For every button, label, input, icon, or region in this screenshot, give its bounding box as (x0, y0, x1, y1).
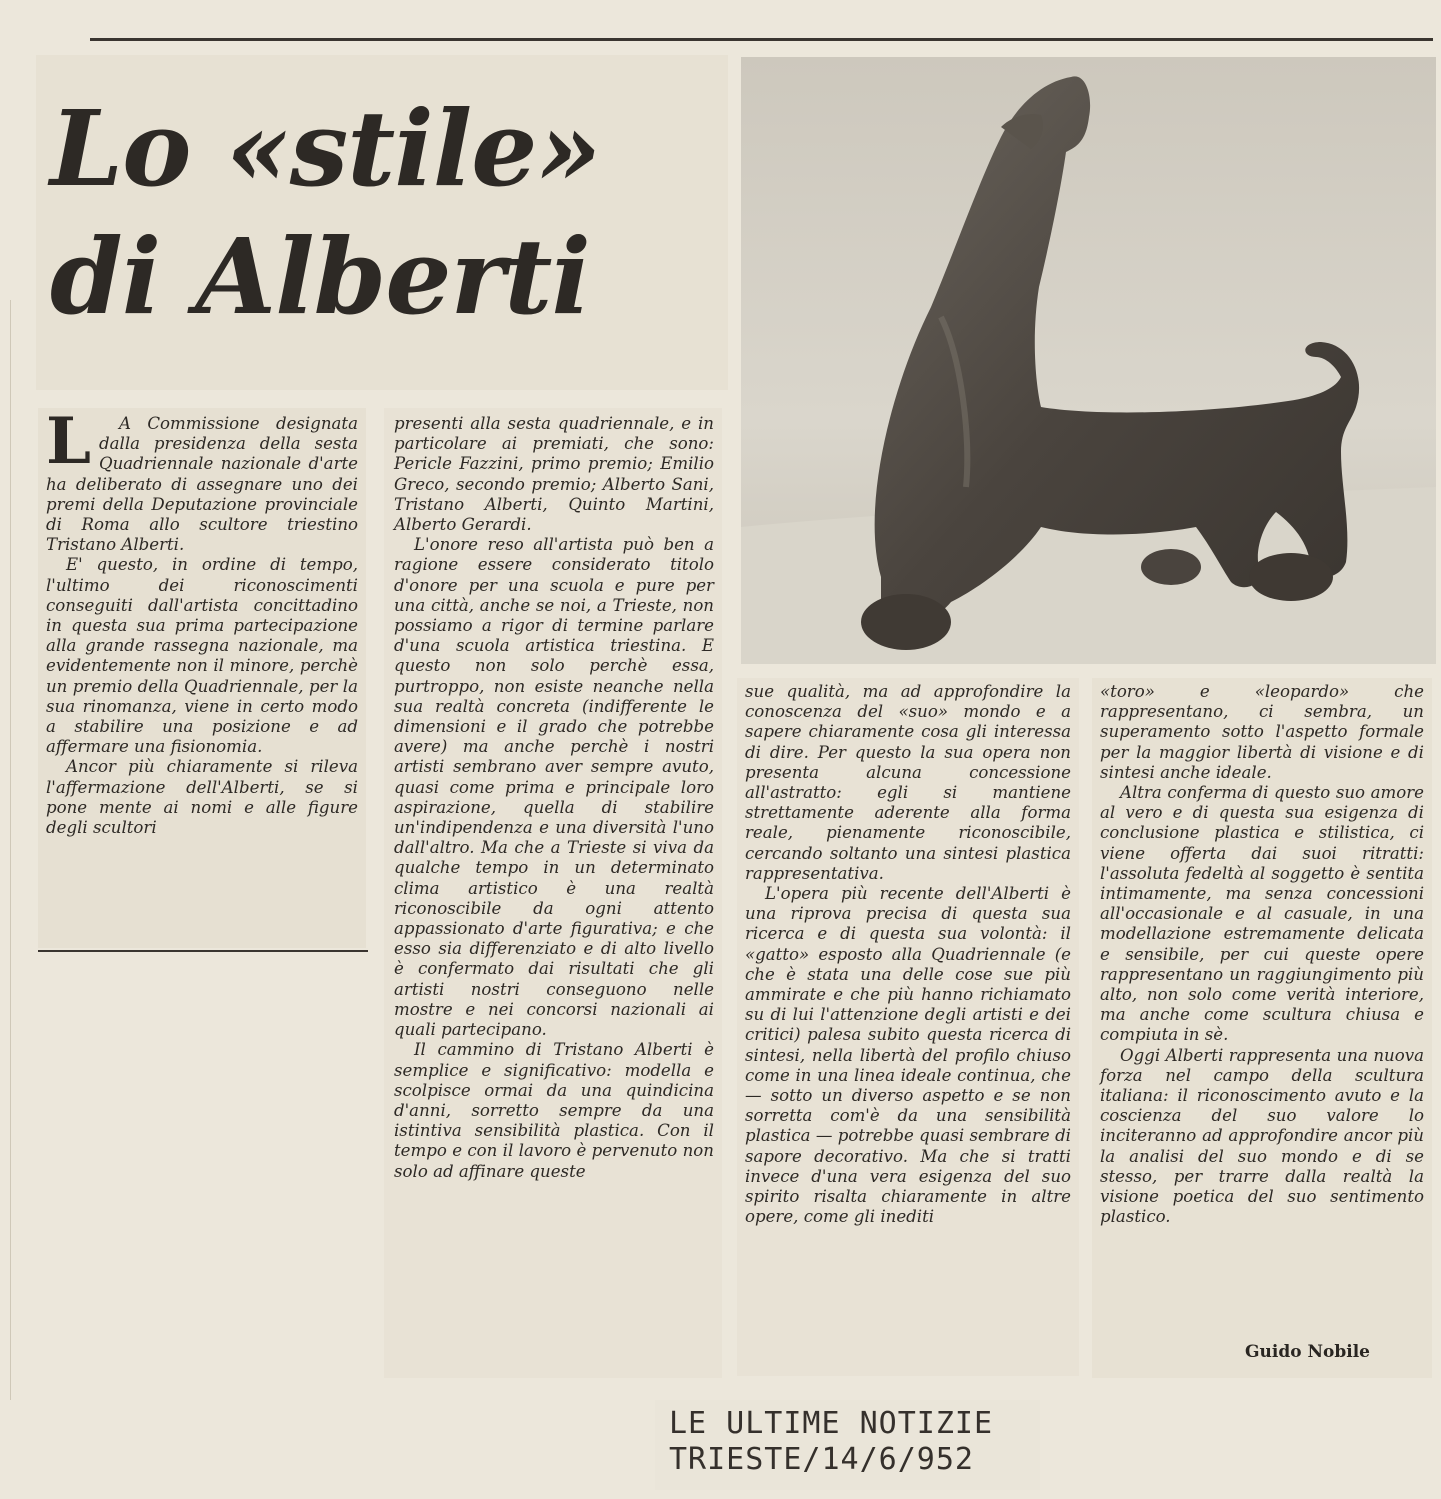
stamp-newspaper: LE ULTIME NOTIZIE (669, 1406, 994, 1441)
top-rule (90, 38, 1433, 41)
paragraph: A Commissione designata dalla presidenza della sesta Quadriennale nazionale d'arte ha deliberato di assegnare uno dei premi della Deputazione provinciale di Roma allo scultore triestino Tristano Alberti. (46, 414, 358, 555)
scrapbook-edge (10, 300, 11, 1400)
paragraph: L'onore reso all'artista può ben a ragione essere considerato titolo d'onore per una scuola e pure per una città, anche se noi, a Trieste, non possiamo a rigor di termine parlare d'una scuola artistica triestina. E questo non solo perchè essa, purtroppo, non esiste neanche nella sua realtà concreta (indifferente le dimensioni e il grado che potrebbe avere) ma anche perchè i nostri artisti sembrano aver sempre avuto, quasi come prima e principale loro aspirazione, quella di stabilire un'indipendenza e una diversità l'uno dall'altro. Ma che a Trieste si viva da qualche tempo in un determinato clima artistico è una realtà riconoscibile da ogni attento appassionato d'arte figurativa; e che esso sia differenziato e di alto livello è confermato dai risultati che gli artisti nostri conseguono nelle mostre e nei concorsi nazionali ai quali partecipano. (394, 535, 714, 1040)
paragraph: sue qualità, ma ad approfondire la conoscenza del «suo» mondo e a sapere chiaramente cosa gli interessa di dire. Per questo la sua opera non presenta alcuna concessione all'astratto: egli si mantiene strettamente aderente alla forma reale, pienamente riconoscibile, cercando soltanto una sintesi plastica rappresentativa. (745, 682, 1071, 883)
author-byline: Guido Nobile (1245, 1342, 1370, 1362)
article-column-2 (384, 408, 722, 1378)
paragraph: Oggi Alberti rappresenta una nuova forza nel campo della scultura italiana: il riconoscimento avuto e la coscienza del suo valore lo inciteranno ad approfondire ancor più la analisi del suo mondo e di se stesso, per trarre dalla realtà la visione poetica del suo sentimento plastico. (1100, 1045, 1424, 1227)
headline-line-1: Lo «stile» (50, 87, 601, 210)
source-stamp (655, 1400, 1040, 1490)
article-column-1 (38, 404, 366, 948)
paragraph: E' questo, in ordine di tempo, l'ultimo dei riconoscimenti conseguiti dall'artista concittadino in questa sua prima partecipazione alla grande rassegna nazionale, ma evidentemente non il minore, perchè un premio della Quadriennale, per la sua rinomanza, viene in certo modo a stabilire una posizione e ad affermare una fisionomia. (46, 555, 358, 757)
drop-cap: L (46, 404, 91, 479)
stamp-date: TRIESTE/14/6/952 (669, 1442, 974, 1477)
paragraph: presenti alla sesta quadriennale, e in particolare ai premiati, che sono: Pericle Fazzini, primo premio; Emilio Greco, secondo premio; Alberto Sani, Tristano Alberti, Quinto Martini, Alberto Gerardi. (394, 414, 714, 535)
headline (50, 85, 730, 341)
sculpture-photo-art (741, 57, 1436, 664)
headline-line-2: di Alberti (50, 215, 590, 338)
paragraph: Ancor più chiaramente si rileva l'affermazione dell'Alberti, se si pone mente ai nomi e alle figure degli scultori (46, 757, 358, 838)
paragraph: «toro» e «leopardo» che rappresentano, ci sembra, un superamento sotto l'aspetto formale per la maggior libertà di visione e di sintesi anche ideale. (1100, 682, 1424, 782)
sculpture-cat-photo (741, 57, 1436, 664)
article-column-3 (737, 678, 1079, 1376)
paragraph: Il cammino di Tristano Alberti è semplice e significativo: modella e scolpisce ormai da una quindicina d'anni, sorretto sempre da una istintiva sensibilità plastica. Con il tempo e con il lavoro è pervenuto non solo ad affinare queste (394, 1040, 714, 1181)
paragraph: Altra conferma di questo suo amore al vero e di questa sua esigenza di conclusione plastica e stilistica, ci viene offerta dai suoi ritratti: l'assoluta fedeltà al soggetto è sentita intimamente, ma senza concessioni all'occasionale e al casuale, in una modellazione estremamente delicata e sensibile, per cui queste opere rappresentano un raggiungimento più alto, non solo come verità interiore, ma anche come scultura chiusa e compiuta in sè. (1100, 783, 1424, 1045)
paragraph: L'opera più recente dell'Alberti è una riprova precisa di questa sua ricerca e di questa sua volontà: il «gatto» esposto alla Quadriennale (e che è stata una delle cose sue più ammirate e che più hanno richiamato su di lui l'attenzione degli artisti e dei critici) palesa subito questa ricerca di sintesi, nella libertà del profilo chiuso come in una linea ideale continua, che — sotto un diverso aspetto e se non sorretta com'è da una sensibilità plastica — potrebbe quasi sembrare di sapore decorativo. Ma che si tratti invece d'una vera esigenza del suo spirito risalta chiaramente in altre opere, come gli inediti (745, 884, 1071, 1227)
article-column-4 (1092, 678, 1432, 1378)
column-rule (38, 950, 368, 952)
